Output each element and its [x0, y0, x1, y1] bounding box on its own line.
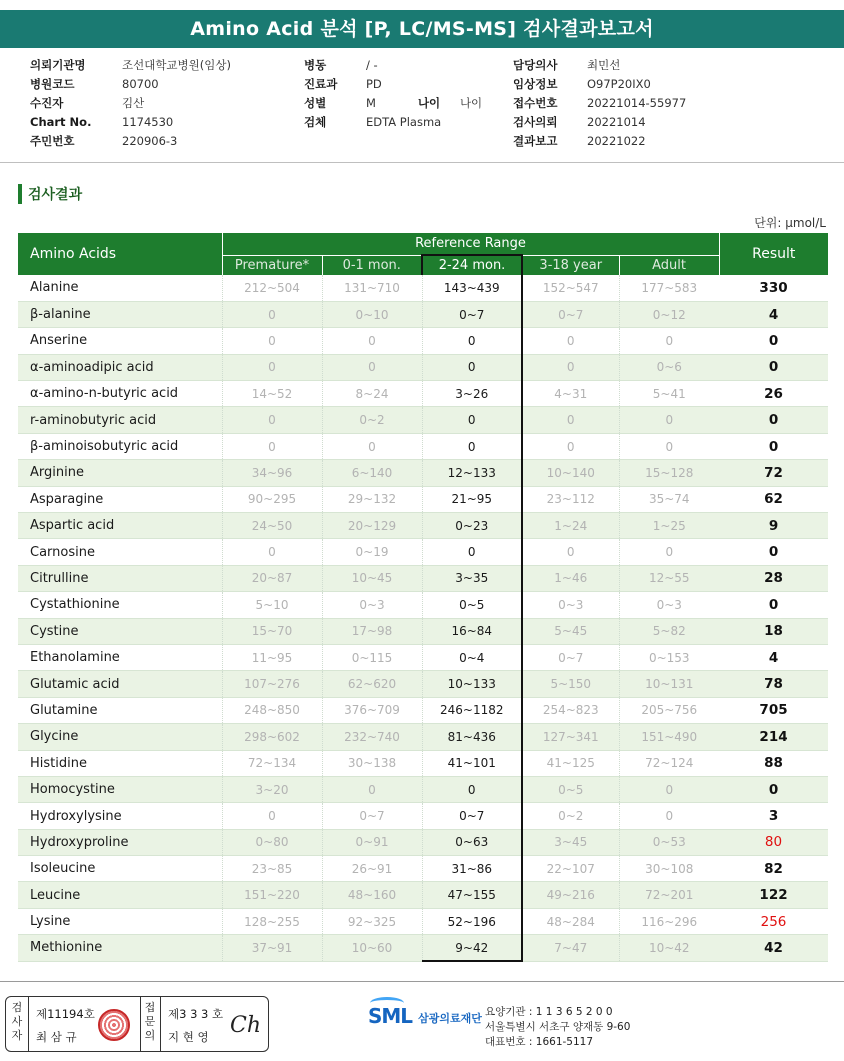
info-value: PD — [366, 77, 382, 91]
reference-range: 20~87 — [222, 565, 322, 591]
reference-range-highlighted: 21~95 — [422, 486, 522, 512]
info-value: 1174530 — [122, 115, 174, 129]
reference-range: 248~850 — [222, 697, 322, 723]
footer-divider — [0, 981, 844, 982]
approver-license-no: 제3 3 3 호 — [168, 1007, 224, 1021]
amino-acid-name: α-amino-n-butyric acid — [18, 381, 222, 407]
reference-range: 72~124 — [619, 750, 719, 776]
amino-acid-name: Cystine — [18, 618, 222, 644]
amino-acid-name: Anserine — [18, 328, 222, 354]
reference-range: 0 — [619, 803, 719, 829]
col-header-amino-acids: Amino Acids — [18, 233, 222, 275]
reference-range: 34~96 — [222, 460, 322, 486]
tester-name: 최 삼 규 — [36, 1030, 77, 1044]
tester-license-no: 제11194호 — [36, 1007, 95, 1021]
reference-range-highlighted: 0~23 — [422, 513, 522, 539]
reference-range-highlighted: 0~7 — [422, 803, 522, 829]
reference-range: 0~53 — [619, 829, 719, 855]
amino-acid-name: Aspartic acid — [18, 513, 222, 539]
reference-range-highlighted: 0~63 — [422, 829, 522, 855]
info-row — [304, 113, 482, 132]
patient-info-col3 — [513, 56, 686, 151]
amino-acid-name: Hydroxylysine — [18, 803, 222, 829]
result-value-high: 80 — [719, 829, 828, 855]
reference-range: 151~220 — [222, 882, 322, 908]
col-header-result: Result — [719, 233, 828, 275]
table-row — [18, 908, 828, 934]
reference-range: 30~108 — [619, 856, 719, 882]
reference-range: 0~19 — [322, 539, 422, 565]
reference-range: 0~2 — [322, 407, 422, 433]
signature: Ch — [230, 1013, 262, 1038]
reference-range: 49~216 — [522, 882, 619, 908]
reference-range: 177~583 — [619, 275, 719, 301]
reference-range: 0 — [522, 433, 619, 459]
divider — [28, 997, 29, 1051]
amino-acid-name: Homocystine — [18, 776, 222, 802]
reference-range-highlighted: 0 — [422, 776, 522, 802]
reference-range-highlighted: 41~101 — [422, 750, 522, 776]
result-value: 0 — [719, 407, 828, 433]
amino-acid-name: r-aminobutyric acid — [18, 407, 222, 433]
reference-range-highlighted: 3~26 — [422, 381, 522, 407]
age-label: 나이 — [417, 96, 441, 110]
info-label: 성별 — [304, 96, 327, 110]
reference-range: 17~98 — [322, 618, 422, 644]
reference-range-highlighted: 0 — [422, 539, 522, 565]
reference-range-highlighted: 0 — [422, 433, 522, 459]
result-value: 4 — [719, 644, 828, 670]
info-row — [304, 94, 482, 113]
patient-info — [0, 56, 844, 152]
reference-range: 0 — [222, 803, 322, 829]
info-row — [513, 75, 686, 94]
table-row — [18, 618, 828, 644]
reference-range-highlighted: 16~84 — [422, 618, 522, 644]
reference-range: 14~52 — [222, 381, 322, 407]
reference-range: 0 — [222, 433, 322, 459]
info-label: 진료과 — [304, 77, 338, 91]
result-value: 0 — [719, 354, 828, 380]
reference-range: 30~138 — [322, 750, 422, 776]
table-row — [18, 381, 828, 407]
table-row — [18, 539, 828, 565]
amino-acid-name: Citrulline — [18, 565, 222, 591]
reference-range: 92~325 — [322, 908, 422, 934]
reference-range: 0~12 — [619, 301, 719, 327]
reference-range: 26~91 — [322, 856, 422, 882]
reference-range: 1~24 — [522, 513, 619, 539]
reference-range: 0~10 — [322, 301, 422, 327]
contact-line: 서울특별시 서초구 양재동 9-60 — [485, 1021, 631, 1033]
info-value: 김산 — [122, 96, 145, 110]
reference-range: 23~85 — [222, 856, 322, 882]
info-label: 병원코드 — [30, 77, 75, 91]
reference-range: 254~823 — [522, 697, 619, 723]
results-table — [18, 233, 828, 962]
table-row — [18, 856, 828, 882]
reference-range: 131~710 — [322, 275, 422, 301]
reference-range: 6~140 — [322, 460, 422, 486]
section-marker — [18, 184, 22, 204]
approver-name: 지 현 영 — [168, 1030, 209, 1044]
reference-range: 48~284 — [522, 908, 619, 934]
reference-range-highlighted: 47~155 — [422, 882, 522, 908]
result-value: 122 — [719, 882, 828, 908]
divider — [160, 997, 161, 1051]
result-value: 330 — [719, 275, 828, 301]
reference-range: 62~620 — [322, 671, 422, 697]
table-row — [18, 592, 828, 618]
approver-label: 접문의 — [144, 1001, 156, 1042]
table-row — [18, 829, 828, 855]
reference-range: 5~150 — [522, 671, 619, 697]
info-row — [513, 132, 686, 151]
reference-range: 0~7 — [522, 301, 619, 327]
reference-range: 11~95 — [222, 644, 322, 670]
info-row — [304, 56, 482, 75]
table-row — [18, 486, 828, 512]
sub-header: Premature* — [222, 255, 322, 275]
info-value: M — [366, 96, 376, 110]
amino-acid-name: Arginine — [18, 460, 222, 486]
reference-range: 205~756 — [619, 697, 719, 723]
reference-range: 0 — [619, 776, 719, 802]
reference-range: 5~82 — [619, 618, 719, 644]
table-row — [18, 328, 828, 354]
reference-range: 0 — [619, 407, 719, 433]
result-value: 0 — [719, 433, 828, 459]
info-value: 20221014-55977 — [587, 96, 687, 110]
logo-text: 삼광의료재단 — [418, 1012, 482, 1025]
info-value: 조선대학교병원(임상) — [122, 58, 231, 72]
reference-range-highlighted: 10~133 — [422, 671, 522, 697]
amino-acid-name: Glutamine — [18, 697, 222, 723]
info-row — [30, 75, 231, 94]
table-row — [18, 724, 828, 750]
reference-range: 0 — [222, 354, 322, 380]
reference-range: 0~115 — [322, 644, 422, 670]
amino-acid-name: β-aminoisobutyric acid — [18, 433, 222, 459]
table-row — [18, 565, 828, 591]
reference-range: 10~45 — [322, 565, 422, 591]
reference-range: 24~50 — [222, 513, 322, 539]
section-heading — [18, 183, 82, 205]
reference-range: 0 — [619, 433, 719, 459]
table-row — [18, 407, 828, 433]
info-value: 20221014 — [587, 115, 646, 129]
reference-range: 5~41 — [619, 381, 719, 407]
patient-info-col1 — [30, 56, 231, 151]
official-seal — [98, 1009, 130, 1041]
sub-header-highlighted: 2-24 mon. — [422, 255, 522, 275]
reference-range: 0 — [522, 354, 619, 380]
info-label: 담당의사 — [513, 58, 558, 72]
reference-range: 0~3 — [322, 592, 422, 618]
amino-acid-name: α-aminoadipic acid — [18, 354, 222, 380]
reference-range: 1~46 — [522, 565, 619, 591]
amino-acid-name: Carnosine — [18, 539, 222, 565]
reference-range: 0 — [322, 776, 422, 802]
amino-acid-name: Methionine — [18, 935, 222, 961]
reference-range-highlighted: 143~439 — [422, 275, 522, 301]
result-value-high: 256 — [719, 908, 828, 934]
info-value: 20221022 — [587, 134, 646, 148]
reference-range: 37~91 — [222, 935, 322, 961]
col-header-reference-range: Reference Range — [222, 233, 719, 255]
reference-range-highlighted: 52~196 — [422, 908, 522, 934]
table-row — [18, 882, 828, 908]
result-value: 0 — [719, 539, 828, 565]
reference-range: 0 — [222, 301, 322, 327]
reference-range: 0 — [522, 539, 619, 565]
reference-range-highlighted: 3~35 — [422, 565, 522, 591]
result-value: 705 — [719, 697, 828, 723]
reference-range: 0~80 — [222, 829, 322, 855]
table-row — [18, 750, 828, 776]
info-label: 임상정보 — [513, 77, 558, 91]
divider — [140, 997, 141, 1051]
reference-range: 0 — [619, 539, 719, 565]
sub-header: 0-1 mon. — [322, 255, 422, 275]
reference-range: 10~42 — [619, 935, 719, 961]
sub-header: Adult — [619, 255, 719, 275]
reference-range: 376~709 — [322, 697, 422, 723]
info-value: 80700 — [122, 77, 159, 91]
reference-range: 0~153 — [619, 644, 719, 670]
reference-range: 5~45 — [522, 618, 619, 644]
table-row — [18, 644, 828, 670]
amino-acid-name: β-alanine — [18, 301, 222, 327]
reference-range: 0 — [322, 328, 422, 354]
reference-range: 41~125 — [522, 750, 619, 776]
result-value: 42 — [719, 935, 828, 961]
info-row — [30, 94, 231, 113]
report-title: Amino Acid 분석 [P, LC/MS-MS] 검사결과보고서 — [0, 10, 844, 48]
reference-range: 7~47 — [522, 935, 619, 961]
info-value: EDTA Plasma — [366, 115, 442, 129]
reference-range: 116~296 — [619, 908, 719, 934]
section-title: 검사결과 — [28, 187, 83, 203]
contact-info — [485, 1005, 630, 1050]
amino-acid-name: Isoleucine — [18, 856, 222, 882]
table-row — [18, 513, 828, 539]
reference-range: 48~160 — [322, 882, 422, 908]
amino-acid-name: Leucine — [18, 882, 222, 908]
table-row — [18, 776, 828, 802]
reference-range: 0~3 — [619, 592, 719, 618]
reference-range: 10~131 — [619, 671, 719, 697]
reference-range: 29~132 — [322, 486, 422, 512]
reference-range: 152~547 — [522, 275, 619, 301]
info-label: 의뢰기관명 — [30, 58, 86, 72]
reference-range: 1~25 — [619, 513, 719, 539]
reference-range: 3~20 — [222, 776, 322, 802]
signature-box — [5, 996, 269, 1052]
unit-label: 단위: μmol/L — [754, 216, 826, 230]
result-value: 0 — [719, 592, 828, 618]
reference-range: 12~55 — [619, 565, 719, 591]
result-value: 82 — [719, 856, 828, 882]
logo-mark: SML — [368, 1004, 413, 1028]
reference-range: 0 — [222, 328, 322, 354]
reference-range: 0 — [619, 328, 719, 354]
reference-range-highlighted: 31~86 — [422, 856, 522, 882]
result-value: 72 — [719, 460, 828, 486]
info-label: 주민번호 — [30, 134, 75, 148]
result-value: 78 — [719, 671, 828, 697]
info-label: 결과보고 — [513, 134, 558, 148]
reference-range: 8~24 — [322, 381, 422, 407]
info-label: 검체 — [304, 115, 327, 129]
info-row — [513, 94, 686, 113]
amino-acid-name: Asparagine — [18, 486, 222, 512]
result-value: 26 — [719, 381, 828, 407]
reference-range: 0~5 — [522, 776, 619, 802]
result-value: 88 — [719, 750, 828, 776]
age-value: 나이 — [459, 96, 483, 110]
info-label: 병동 — [304, 58, 327, 72]
sml-logo — [368, 1004, 482, 1028]
amino-acid-name: Alanine — [18, 275, 222, 301]
reference-range: 0 — [222, 407, 322, 433]
reference-range: 23~112 — [522, 486, 619, 512]
result-value: 3 — [719, 803, 828, 829]
amino-acid-name: Cystathionine — [18, 592, 222, 618]
result-value: 9 — [719, 513, 828, 539]
reference-range: 0 — [322, 433, 422, 459]
reference-range: 0~6 — [619, 354, 719, 380]
sub-header: 3-18 year — [522, 255, 619, 275]
amino-acid-name: Ethanolamine — [18, 644, 222, 670]
header-divider — [0, 162, 844, 163]
reference-range: 0 — [522, 407, 619, 433]
reference-range: 0 — [522, 328, 619, 354]
reference-range: 232~740 — [322, 724, 422, 750]
info-value: / - — [366, 58, 378, 72]
contact-line: 대표번호 : 1661-5117 — [485, 1036, 594, 1048]
table-row — [18, 460, 828, 486]
reference-range: 15~128 — [619, 460, 719, 486]
reference-range: 90~295 — [222, 486, 322, 512]
amino-acid-name: Glycine — [18, 724, 222, 750]
info-label: Chart No. — [30, 115, 92, 129]
result-value: 62 — [719, 486, 828, 512]
reference-range-highlighted: 12~133 — [422, 460, 522, 486]
reference-range: 0~91 — [322, 829, 422, 855]
patient-info-col2 — [304, 56, 482, 132]
result-value: 4 — [719, 301, 828, 327]
reference-range: 0~3 — [522, 592, 619, 618]
reference-range: 35~74 — [619, 486, 719, 512]
table-row — [18, 671, 828, 697]
table-row — [18, 935, 828, 961]
reference-range: 72~134 — [222, 750, 322, 776]
reference-range: 0 — [222, 539, 322, 565]
reference-range: 4~31 — [522, 381, 619, 407]
reference-range: 0~2 — [522, 803, 619, 829]
tester-label: 검사자 — [11, 1001, 23, 1042]
result-value: 214 — [719, 724, 828, 750]
reference-range: 107~276 — [222, 671, 322, 697]
reference-range: 298~602 — [222, 724, 322, 750]
info-value: 220906-3 — [122, 134, 178, 148]
reference-range-highlighted: 0 — [422, 328, 522, 354]
info-label: 수진자 — [30, 96, 64, 110]
reference-range: 0 — [322, 354, 422, 380]
reference-range-highlighted: 9~42 — [422, 935, 522, 961]
table-row — [18, 301, 828, 327]
reference-range: 15~70 — [222, 618, 322, 644]
reference-range-highlighted: 0~5 — [422, 592, 522, 618]
amino-acid-name: Histidine — [18, 750, 222, 776]
info-row — [513, 113, 686, 132]
reference-range: 212~504 — [222, 275, 322, 301]
table-row — [18, 354, 828, 380]
info-row — [304, 75, 482, 94]
reference-range: 20~129 — [322, 513, 422, 539]
info-row — [30, 132, 231, 151]
reference-range-highlighted: 0~7 — [422, 301, 522, 327]
reference-range: 10~140 — [522, 460, 619, 486]
info-label: 접수번호 — [513, 96, 558, 110]
contact-line: 요양기관 : 1 1 3 6 5 2 0 0 — [485, 1006, 613, 1018]
amino-acid-name: Lysine — [18, 908, 222, 934]
reference-range: 151~490 — [619, 724, 719, 750]
result-value: 0 — [719, 776, 828, 802]
table-row — [18, 803, 828, 829]
reference-range-highlighted: 0 — [422, 354, 522, 380]
info-value: 최민선 — [587, 58, 621, 72]
reference-range-highlighted: 0~4 — [422, 644, 522, 670]
amino-acid-name: Hydroxyproline — [18, 829, 222, 855]
result-value: 18 — [719, 618, 828, 644]
table-row — [18, 697, 828, 723]
table-row — [18, 275, 828, 301]
result-value: 0 — [719, 328, 828, 354]
info-row — [30, 56, 231, 75]
reference-range: 72~201 — [619, 882, 719, 908]
reference-range: 0~7 — [522, 644, 619, 670]
info-row — [513, 56, 686, 75]
reference-range: 128~255 — [222, 908, 322, 934]
reference-range: 127~341 — [522, 724, 619, 750]
reference-range: 22~107 — [522, 856, 619, 882]
results-body — [18, 275, 828, 961]
reference-range-highlighted: 81~436 — [422, 724, 522, 750]
reference-range: 5~10 — [222, 592, 322, 618]
reference-range: 10~60 — [322, 935, 422, 961]
reference-range: 0~7 — [322, 803, 422, 829]
result-value: 28 — [719, 565, 828, 591]
info-label: 검사의뢰 — [513, 115, 558, 129]
info-value: O97P20IX0 — [587, 77, 651, 91]
table-row — [18, 433, 828, 459]
reference-range-highlighted: 0 — [422, 407, 522, 433]
reference-range-highlighted: 246~1182 — [422, 697, 522, 723]
amino-acid-name: Glutamic acid — [18, 671, 222, 697]
reference-range: 3~45 — [522, 829, 619, 855]
info-row — [30, 113, 231, 132]
